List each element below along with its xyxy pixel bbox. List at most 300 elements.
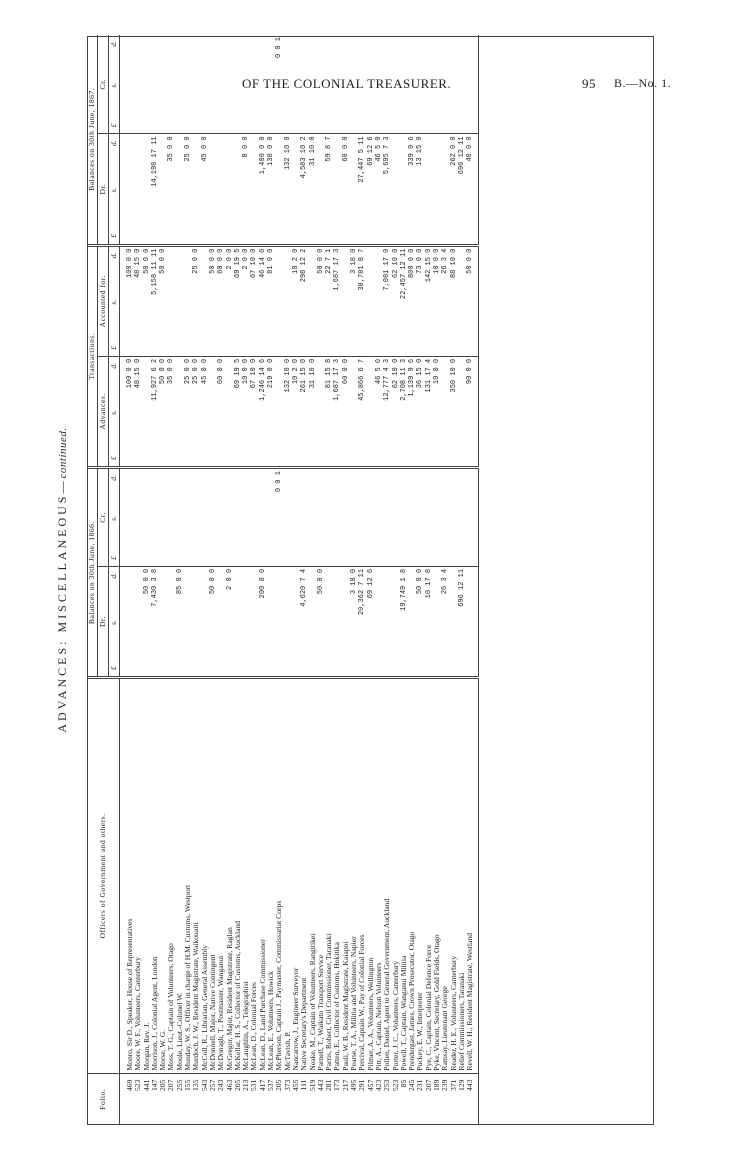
advances-amount: 1,687 17 3 bbox=[333, 356, 341, 467]
balance-1866-cr bbox=[317, 468, 325, 567]
balance-1867-cr bbox=[408, 35, 416, 134]
officer-name: Pearse, T. A., Militia and Volunteers, Napier bbox=[350, 678, 358, 1073]
balance-1867-cr: 0 0 1 bbox=[275, 35, 283, 134]
balance-1866-cr bbox=[416, 468, 424, 567]
balance-1866-cr bbox=[250, 468, 258, 567]
folio-cell: 205 bbox=[158, 1079, 168, 1091]
accounted-amount bbox=[284, 245, 292, 356]
balance-1867-dr: 5,695 7 3 bbox=[383, 134, 391, 245]
advances-amount: 69 19 5 bbox=[234, 356, 242, 467]
balance-1867-dr: 25 0 0 bbox=[184, 134, 192, 245]
balance-1867-cr bbox=[134, 35, 142, 134]
balance-1867-cr bbox=[159, 35, 167, 134]
officer-name: Parris, Robert, Civil Commissioner, Taranaki bbox=[325, 678, 333, 1073]
balance-1867-cr bbox=[425, 35, 433, 134]
table-row bbox=[234, 35, 242, 1125]
page-header-title: OF THE COLONIAL TREASURER. bbox=[242, 76, 452, 91]
balance-1866-cr bbox=[292, 468, 300, 567]
advances-amount: 1,246 14 6 bbox=[259, 356, 267, 467]
balance-1867-cr bbox=[184, 35, 192, 134]
folio-cell: 245 bbox=[407, 1079, 417, 1091]
balance-1866-cr bbox=[234, 468, 242, 567]
table-row bbox=[120, 35, 135, 1125]
balance-1866-dr bbox=[267, 566, 275, 677]
folio-cell: 147 bbox=[149, 1079, 159, 1091]
officer-name: McDonnell, Major, Native Contingent bbox=[209, 678, 217, 1073]
balance-1866-cr bbox=[209, 468, 217, 567]
advances-amount: 60 0 0 bbox=[342, 356, 350, 467]
rotated-ledger bbox=[35, 35, 735, 1125]
balance-1866-dr bbox=[375, 566, 383, 677]
folio-cell: 457 bbox=[365, 1079, 375, 1091]
balance-1866-cr bbox=[217, 468, 225, 567]
balance-1867-dr: 262 0 0 bbox=[450, 134, 458, 245]
table-row bbox=[292, 35, 300, 1125]
accounted-amount: 100 0 0 bbox=[120, 245, 135, 356]
balance-1866-dr bbox=[284, 566, 292, 677]
balance-1867-cr bbox=[300, 35, 308, 134]
table-row bbox=[134, 35, 142, 1125]
advances-amount bbox=[209, 356, 217, 467]
balance-1866-cr bbox=[167, 468, 175, 567]
subcol-1866-dr: Dr. bbox=[98, 566, 109, 677]
officer-name: Ramsay, Lieutenant George bbox=[441, 678, 449, 1073]
balance-1866-dr bbox=[342, 566, 350, 677]
balance-1866-dr: 26 3 4 bbox=[441, 566, 449, 677]
balance-1866-dr: 85 0 0 bbox=[176, 566, 184, 677]
balance-1866-cr bbox=[309, 468, 317, 567]
balance-1867-cr bbox=[176, 35, 184, 134]
folio-cell: 371 bbox=[448, 1079, 458, 1091]
accounted-amount: 73 0 0 bbox=[416, 245, 424, 356]
folio-cell: 537 bbox=[266, 1079, 276, 1091]
advances-amount: 350 10 0 bbox=[450, 356, 458, 467]
balance-1867-dr bbox=[350, 134, 358, 245]
folio-cell: 173 bbox=[332, 1079, 342, 1091]
balance-1867-cr bbox=[441, 35, 449, 134]
accounted-amount: 50 0 0 bbox=[466, 245, 479, 356]
officer-name: Neake, M., Captain of Volunteers, Rangitikei bbox=[309, 678, 317, 1073]
balance-1867-cr bbox=[267, 35, 275, 134]
balance-1866-dr: 4,620 7 4 bbox=[300, 566, 308, 677]
officer-name: Pyke, Vincent, Secretary, Gold Fields, Otago bbox=[433, 678, 441, 1073]
folio-cell: 423 bbox=[373, 1079, 383, 1091]
accounted-amount: 50 0 0 bbox=[159, 245, 167, 356]
folio-cell: 129 bbox=[456, 1079, 466, 1091]
balance-1867-cr bbox=[433, 35, 441, 134]
balance-1867-dr: 45 0 0 bbox=[201, 134, 209, 245]
accounted-amount: 60 0 0 bbox=[217, 245, 225, 356]
accounted-amount: 26 3 4 bbox=[441, 245, 449, 356]
folio-cell: 463 bbox=[224, 1079, 234, 1091]
officer-name: McDonagh, T., Postmaster, Wanganui bbox=[217, 678, 225, 1073]
accounted-amount: 7,081 17 0 bbox=[383, 245, 391, 356]
ledger-banner bbox=[55, 35, 70, 1125]
officer-name: Moule, Lieut.-Colonel W. bbox=[176, 678, 184, 1073]
folio-cell: 253 bbox=[382, 1079, 392, 1091]
balance-1866-cr bbox=[342, 468, 350, 567]
accounted-amount: 142 15 0 bbox=[425, 245, 433, 356]
balance-1867-dr bbox=[250, 134, 258, 245]
accounted-amount: 1,687 17 3 bbox=[333, 245, 341, 356]
balance-1866-cr bbox=[143, 468, 151, 567]
officer-name: Revell, W. H., Resident Magistrate, Westland bbox=[466, 678, 479, 1073]
advances-amount: 67 10 0 bbox=[250, 356, 258, 467]
advances-amount: 132 10 0 bbox=[284, 356, 292, 467]
folio-cell: 155 bbox=[183, 1079, 193, 1091]
balance-1866-dr bbox=[201, 566, 209, 677]
balance-1866-dr bbox=[217, 566, 225, 677]
balance-1866-cr bbox=[466, 468, 479, 567]
officer-name: Moore, W. F., Volunteers, Canterbury bbox=[134, 678, 142, 1073]
balance-1866-dr: 2 0 0 bbox=[226, 566, 234, 677]
balance-1867-dr: 27,447 5 11 bbox=[358, 134, 366, 245]
accounted-amount bbox=[167, 245, 175, 356]
balance-1867-dr bbox=[275, 134, 283, 245]
balance-1867-dr: 40 0 0 bbox=[466, 134, 479, 245]
accounted-amount bbox=[176, 245, 184, 356]
subcol-accounted: Accounted for. bbox=[98, 245, 109, 356]
officer-name: Parnell, T., Waikato Transport Service bbox=[317, 678, 325, 1073]
accounted-amount: 88 10 0 bbox=[450, 245, 458, 356]
balance-1866-cr bbox=[134, 468, 142, 567]
balance-1867-cr bbox=[234, 35, 242, 134]
balance-1866-cr bbox=[151, 468, 159, 567]
balance-1867-cr bbox=[209, 35, 217, 134]
balance-1867-cr bbox=[309, 35, 317, 134]
folio-cell: 205 bbox=[274, 1079, 284, 1091]
currency-units: £ s. d. bbox=[109, 140, 118, 238]
balance-1867-dr: 69 12 6 bbox=[367, 134, 375, 245]
balance-1866-dr bbox=[120, 566, 135, 677]
officer-name: Pitt, A., Captain, Nelson Volunteers bbox=[375, 678, 383, 1073]
table-row bbox=[167, 35, 175, 1125]
officer-name: McLaughlin, A., Telegraphist bbox=[242, 678, 250, 1073]
balance-1866-cr bbox=[441, 468, 449, 567]
balance-1866-cr bbox=[450, 468, 458, 567]
accounted-amount bbox=[309, 245, 317, 356]
col-folio: Folio. bbox=[87, 1073, 120, 1125]
balance-1867-dr: 132 10 0 bbox=[284, 134, 292, 245]
advances-amount: 261 15 0 bbox=[300, 356, 308, 467]
officer-name: Morgan, Rev. J. bbox=[143, 678, 151, 1073]
officer-name: Reader, H. E., Volunteers, Canterbury bbox=[450, 678, 458, 1073]
officer-name: Morse, W. G. bbox=[159, 678, 167, 1073]
balance-1867-dr: 60 0 0 bbox=[342, 134, 350, 245]
currency-units: £ s. d. bbox=[109, 475, 118, 560]
balance-1867-cr bbox=[333, 35, 341, 134]
balance-1866-dr bbox=[134, 566, 142, 677]
folio-cell: 523 bbox=[390, 1079, 400, 1091]
balance-1866-cr bbox=[201, 468, 209, 567]
officer-name: Prendergast, James, Crown Prosecutor, Otago bbox=[408, 678, 416, 1073]
balance-1866-dr bbox=[275, 566, 283, 677]
balance-1867-cr bbox=[284, 35, 292, 134]
currency-units: £ s. d. bbox=[109, 41, 118, 128]
subcol-1866-cr: Cr. bbox=[98, 468, 109, 567]
balance-1866-cr bbox=[367, 468, 375, 567]
balance-1867-dr: 31 10 0 bbox=[309, 134, 317, 245]
officer-name: Munday, W. S., Officer in charge of H.M. Customs, Westport bbox=[184, 678, 192, 1073]
balance-1866-cr bbox=[408, 468, 416, 567]
advances-amount bbox=[350, 356, 358, 467]
balance-1866-dr: 7,430 3 8 bbox=[151, 566, 159, 677]
balance-1867-cr bbox=[250, 35, 258, 134]
balance-1866-dr bbox=[392, 566, 400, 677]
balance-1867-cr bbox=[358, 35, 366, 134]
folio-cell: 239 bbox=[440, 1079, 450, 1091]
balance-1866-dr bbox=[450, 566, 458, 677]
balance-1866-dr bbox=[466, 566, 479, 677]
balance-1867-cr bbox=[400, 35, 408, 134]
balance-1867-cr bbox=[350, 35, 358, 134]
folio-cell: 255 bbox=[174, 1079, 184, 1091]
balance-1867-dr bbox=[433, 134, 441, 245]
balance-1867-dr: 4,583 10 2 bbox=[300, 134, 308, 245]
advances-amount: 11,927 6 2 bbox=[151, 356, 159, 467]
balance-1866-cr bbox=[375, 468, 383, 567]
accounted-amount: 50 0 0 bbox=[143, 245, 151, 356]
advances-amount bbox=[143, 356, 151, 467]
accounted-amount: 5,158 11 11 bbox=[151, 245, 159, 356]
folio-cell: 205 bbox=[232, 1079, 242, 1091]
advances-amount: 131 17 4 bbox=[425, 356, 433, 467]
balance-1867-cr bbox=[392, 35, 400, 134]
balance-1867-dr: 59 8 7 bbox=[325, 134, 333, 245]
balance-1867-cr bbox=[151, 35, 159, 134]
advances-amount: 81 15 8 bbox=[325, 356, 333, 467]
balance-1867-dr: 1,400 0 0 bbox=[259, 134, 267, 245]
balance-1866-cr bbox=[400, 468, 408, 567]
balance-1867-dr bbox=[159, 134, 167, 245]
advances-amount bbox=[317, 356, 325, 467]
folio-cell: 443 bbox=[315, 1079, 325, 1091]
balance-1867-cr bbox=[450, 35, 458, 134]
balance-1867-dr: 13 15 0 bbox=[416, 134, 424, 245]
balance-1867-cr bbox=[466, 35, 479, 134]
advances-amount: 35 0 0 bbox=[167, 356, 175, 467]
balance-1866-cr bbox=[392, 468, 400, 567]
balance-1867-dr: 339 9 6 bbox=[408, 134, 416, 245]
advances-amount: 1,139 9 6 bbox=[408, 356, 416, 467]
balance-1867-dr bbox=[134, 134, 142, 245]
accounted-amount bbox=[275, 245, 283, 356]
balance-1866-cr bbox=[325, 468, 333, 567]
officer-name: Murdoch, J. W., Resident Magistrate, Waikouaiti bbox=[192, 678, 200, 1073]
balance-1866-dr bbox=[184, 566, 192, 677]
currency-units: £ s. d. bbox=[109, 362, 118, 461]
officer-name: Powell, T., Captain, Wanganui Militia bbox=[400, 678, 408, 1073]
officer-name: McGregor, Major, Resident Magistrate, Raglan bbox=[226, 678, 234, 1073]
folio-cell: 291 bbox=[357, 1079, 367, 1091]
accounted-amount bbox=[342, 245, 350, 356]
balance-1867-cr bbox=[292, 35, 300, 134]
officer-name: McLean, D., Land Purchase Commissioner bbox=[259, 678, 267, 1073]
officer-name: Pilmer, A. A., Volunteers, Wellington bbox=[367, 678, 375, 1073]
folio-cell: 213 bbox=[241, 1079, 251, 1091]
accounted-amount: 10 2 0 bbox=[292, 245, 300, 356]
accounted-amount bbox=[367, 245, 375, 356]
officer-name: Percival, Captain W., Pay of Colonial Forces bbox=[358, 678, 366, 1073]
balance-1866-cr bbox=[350, 468, 358, 567]
officer-name: Monro, Sir D., Speaker, House of Representatives bbox=[120, 678, 135, 1073]
officer-name: McTavish, P. bbox=[284, 678, 292, 1073]
officer-name: Relief Commissioners, Taranaki bbox=[458, 678, 466, 1073]
table-row bbox=[151, 35, 159, 1125]
balance-1866-cr bbox=[176, 468, 184, 567]
accounted-amount: 2 0 0 bbox=[226, 245, 234, 356]
officer-name: Puckey, E. W., Interpreter bbox=[416, 678, 424, 1073]
table-row bbox=[259, 35, 267, 1125]
balance-1867-cr bbox=[458, 35, 466, 134]
advances-amount: 62 10 0 bbox=[392, 356, 400, 467]
folio-cell: 519 bbox=[307, 1079, 317, 1091]
balance-1867-dr: 35 0 0 bbox=[167, 134, 175, 245]
accounted-amount: 48 15 0 bbox=[134, 245, 142, 356]
balance-1866-cr bbox=[358, 468, 366, 567]
balance-1866-dr: 696 12 11 bbox=[458, 566, 466, 677]
col-balances-1867: Balances on 30th June, 1867. bbox=[87, 35, 98, 245]
accounted-amount: 10 0 0 bbox=[433, 245, 441, 356]
balance-1867-dr bbox=[217, 134, 225, 245]
officer-name: Pauli, W. B., Resident Magistrate, Kaiapoi bbox=[342, 678, 350, 1073]
balance-1867-cr bbox=[226, 35, 234, 134]
table-row bbox=[433, 35, 441, 1125]
balance-1867-dr bbox=[317, 134, 325, 245]
advances-amount: 46 5 0 bbox=[375, 356, 383, 467]
balance-1867-cr bbox=[143, 35, 151, 134]
officer-name: Morrison, J., Colonial Agent, London bbox=[151, 678, 159, 1073]
table-row bbox=[284, 35, 292, 1125]
balance-1866-dr bbox=[433, 566, 441, 677]
folio-cell: 135 bbox=[191, 1079, 201, 1091]
balance-1866-dr bbox=[292, 566, 300, 677]
advances-amount: 25 0 0 bbox=[192, 356, 200, 467]
balance-1866-cr bbox=[267, 468, 275, 567]
balance-1866-dr bbox=[383, 566, 391, 677]
advances-amount: 36 15 0 bbox=[416, 356, 424, 467]
advances-amount: 100 0 0 bbox=[120, 356, 135, 467]
officer-name: Pollen, Daniel, Agent to General Government, Auckland bbox=[383, 678, 391, 1073]
folio-cell: 495 bbox=[349, 1079, 359, 1091]
advances-amount: 31 10 0 bbox=[309, 356, 317, 467]
balance-1866-cr bbox=[300, 468, 308, 567]
document-reference: B.—No. 1. bbox=[614, 76, 672, 90]
balance-1866-cr: 0 0 1 bbox=[275, 468, 283, 567]
advances-amount: 48 15 0 bbox=[134, 356, 142, 467]
balance-1867-dr bbox=[400, 134, 408, 245]
balance-1866-cr bbox=[433, 468, 441, 567]
accounted-amount: 22 7 1 bbox=[325, 245, 333, 356]
balance-1866-cr bbox=[159, 468, 167, 567]
balance-1867-dr: 696 12 11 bbox=[458, 134, 466, 245]
accounted-amount: 62 10 0 bbox=[392, 245, 400, 356]
balance-1867-dr bbox=[176, 134, 184, 245]
folio-cell: 85 bbox=[398, 1079, 408, 1088]
folio-cell: 189 bbox=[431, 1079, 441, 1091]
balance-1866-dr: 50 0 0 bbox=[143, 566, 151, 677]
balance-1866-cr bbox=[333, 468, 341, 567]
subcol-1867-cr: Cr. bbox=[98, 35, 109, 134]
subcol-advances: Advances. bbox=[98, 356, 109, 467]
officer-name: Native Secretary's Department bbox=[300, 678, 308, 1073]
balance-1866-dr bbox=[309, 566, 317, 677]
balance-1867-dr bbox=[234, 134, 242, 245]
folio-cell: 469 bbox=[125, 1079, 134, 1091]
balance-1867-dr bbox=[333, 134, 341, 245]
balance-1867-dr bbox=[441, 134, 449, 245]
balance-1866-dr: 69 12 6 bbox=[367, 566, 375, 677]
folio-cell: 531 bbox=[249, 1079, 259, 1091]
accounted-amount bbox=[184, 245, 192, 356]
col-transactions: Transactions. bbox=[87, 245, 98, 467]
accounted-amount: 22,457 12 11 bbox=[400, 245, 408, 356]
folio-cell: 243 bbox=[216, 1079, 226, 1091]
balance-1867-dr bbox=[192, 134, 200, 245]
ledger-rows bbox=[120, 35, 479, 1125]
balance-1867-cr bbox=[375, 35, 383, 134]
subcol-1867-dr: Dr. bbox=[98, 134, 109, 245]
officer-name: McKellar, H. S., Collector of Customs, Auckland bbox=[234, 678, 242, 1073]
folio-cell: 111 bbox=[299, 1079, 309, 1091]
table-row bbox=[275, 35, 283, 1125]
advances-amount: 219 0 0 bbox=[267, 356, 275, 467]
advances-amount: 2,708 11 3 bbox=[400, 356, 408, 467]
balance-1867-dr bbox=[209, 134, 217, 245]
table-row bbox=[466, 35, 479, 1125]
officer-name: Pye, C., Captain, Colonial Defence Force bbox=[425, 678, 433, 1073]
accounted-amount: 67 10 0 bbox=[250, 245, 258, 356]
balance-1867-cr bbox=[167, 35, 175, 134]
balance-1867-cr bbox=[342, 35, 350, 134]
balance-1867-cr bbox=[242, 35, 250, 134]
folio-cell: 281 bbox=[324, 1079, 334, 1091]
balance-1866-dr: 19,749 1 8 bbox=[400, 566, 408, 677]
balance-1867-cr bbox=[217, 35, 225, 134]
balance-1866-dr: 3 18 0 bbox=[350, 566, 358, 677]
accounted-amount bbox=[458, 245, 466, 356]
folio-cell: 523 bbox=[133, 1079, 143, 1091]
folio-cell: 443 bbox=[466, 1073, 479, 1125]
advances-amount: 25 0 0 bbox=[184, 356, 192, 467]
banner-title: ADVANCES: MISCELLANEOUS— bbox=[55, 478, 69, 733]
advances-table bbox=[87, 35, 479, 1125]
advances-amount: 10 0 0 bbox=[242, 356, 250, 467]
balance-1867-cr bbox=[416, 35, 424, 134]
balance-1866-dr: 50 0 0 bbox=[416, 566, 424, 677]
accounted-amount: 25 0 0 bbox=[192, 245, 200, 356]
balance-1867-cr bbox=[192, 35, 200, 134]
balance-1867-cr bbox=[317, 35, 325, 134]
officer-name: Moss, T. G., Captain of Volunteers, Otago bbox=[167, 678, 175, 1073]
folio-cell: 207 bbox=[423, 1079, 433, 1091]
balance-1866-dr bbox=[167, 566, 175, 677]
col-officers: Officers of Government and others. bbox=[87, 678, 120, 1073]
folio-cell: 217 bbox=[340, 1079, 350, 1091]
balance-1866-dr bbox=[333, 566, 341, 677]
balance-1867-dr: 8 0 0 bbox=[242, 134, 250, 245]
balance-1867-dr: 138 0 0 bbox=[267, 134, 275, 245]
balance-1867-cr bbox=[259, 35, 267, 134]
balance-1866-dr bbox=[192, 566, 200, 677]
balance-1867-dr: 14,198 17 11 bbox=[151, 134, 159, 245]
accounted-amount: 3 18 0 bbox=[350, 245, 358, 356]
balance-1867-dr bbox=[143, 134, 151, 245]
folio-cell: 373 bbox=[282, 1079, 292, 1091]
accounted-amount: 46 14 6 bbox=[259, 245, 267, 356]
accounted-amount: 800 0 0 bbox=[408, 245, 416, 356]
advances-amount bbox=[441, 356, 449, 467]
